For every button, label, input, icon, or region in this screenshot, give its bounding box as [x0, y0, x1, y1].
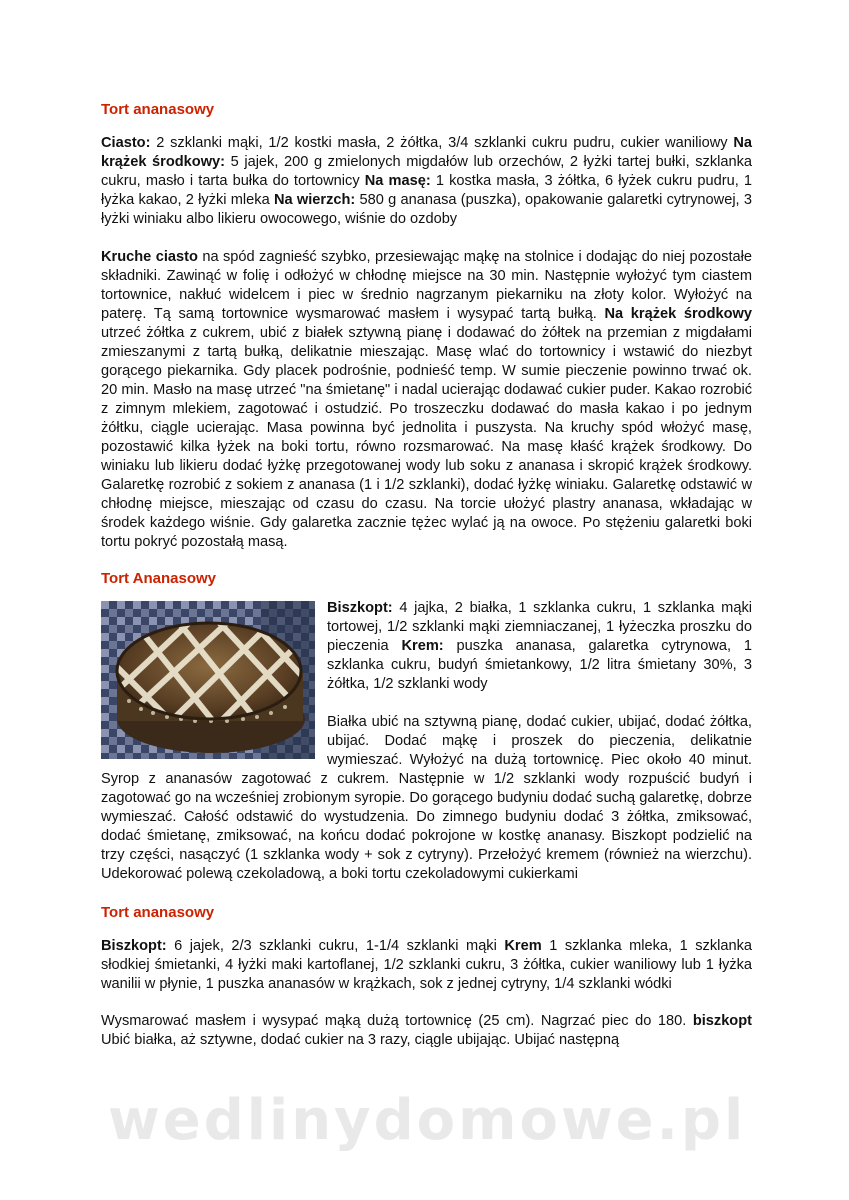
recipe-3-ingredients: Biszkopt: 6 jajek, 2/3 szklanki cukru, 1-1/4 szklanki mąki Krem 1 szklanka mleka, 1 szklanka słodkiej śmietanki, 4 łyżki maki kartoflanej, 1/2 szklanki cukru, 3 żółtka, cukier waniliowy lub 1 łyżka wanilii w płynie, 1 puszka ananasów w krążkach, sok z jednej cytryny, 1/4 szklanki wódki [101, 938, 753, 992]
recipe-2-method: Białka ubić na sztywną pianę, dodać cukier, ubijać, dodać żółtka, ubijać. Dodać mąkę i proszek do pieczenia, delikatnie wymieszać. Wyłożyć na dużą tortownicę. Piec około 40 minut. Syrop z ananasów zagotować z cukrem. Następnie w 1/2 szklanki wody rozpuścić budyń i zagotować go na wcześniej zrobionym syropie. Do gorącego budyniu dodać suchą galaretkę, dobrze wymieszać. Całość odstawić do wystudzenia. Do zimnego budyniu dodać 3 żółtka, zmiksować, dodać śmietanę, zmiksować, na końcu dodać pokrojone w kostkę ananasy. Biszkopt podzielić na trzy części, nasączyć (1 szklanka wody + sok z cytryny). Przełożyć kremem (również na wierzchu). Udekorować polewą czekoladową, a boki tortu czekoladowymi cukierkami [101, 714, 752, 882]
ingredient-label: Ciasto: [101, 135, 151, 151]
ingredient-label: Na masę: [364, 173, 431, 189]
ingredient-label: Na krążek środkowy: [101, 135, 752, 170]
recipe-1-ingredients: Ciasto: 2 szklanki mąki, 1/2 kostki masła, 2 żółtka, 3/4 szklanki cukru pudru, cukier waniliowy Na krążek środkowy: 5 jajek, 200 g zmielonych migdałów lub orzechów, 2 łyżki tartej bułki, szklanka cukru, masło i tarta bułka do tortownicy Na masę: 1 kostka masła, 3 żółtka, 6 łyżek cukru pudru, 1 łyżka kakao, 2 łyżki mleka Na wierzch: 580 g ananasa (puszka), opakowanie galaretki cytrynowej, 3 łyżki winiaku albo likieru owocowego, wiśnie do ozdoby [101, 135, 753, 227]
ingredient-label: Krem [504, 938, 542, 954]
recipe-1-title: Tort ananasowy [101, 101, 215, 118]
site-watermark: wedlinydomowe.pl [108, 1088, 747, 1153]
ingredient-label: Krem: [401, 638, 444, 654]
method-label: Kruche ciasto [101, 249, 198, 265]
ingredient-label: Biszkopt: [101, 938, 167, 954]
cake-image [101, 601, 315, 759]
document-page [101, 100, 752, 1050]
recipe-2-title: Tort Ananasowy [101, 570, 217, 587]
recipe-2-body [101, 599, 752, 884]
recipe-3-method: Wysmarować masłem i wysypać mąką dużą tortownicę (25 cm). Nagrzać piec do 180. biszkopt Ubić białka, aż sztywne, dodać cukier na 3 razy, ciągle ubijając. Ubijać następną [101, 1013, 752, 1048]
ingredient-label: Biszkopt: [327, 600, 393, 616]
recipe-3-title: Tort ananasowy [101, 904, 215, 921]
cake-photo [101, 601, 315, 759]
method-label: Na krążek środkowy [604, 306, 752, 322]
method-label: biszkopt [692, 1013, 752, 1029]
recipe-2-ingredients: Biszkopt: 4 jajka, 2 białka, 1 szklanka cukru, 1 szklanka mąki tortowej, 1/2 szklanki mąki ziemniaczanej, 1 łyżeczka proszku do pieczenia Krem: puszka ananasa, galaretka cytrynowa, 1 szklanka cukru, budyń śmietankowy, 1/2 litra śmietany 30%, 3 żółtka, 1/2 szklanki wody [327, 600, 753, 692]
ingredient-label: Na wierzch: [273, 192, 356, 208]
recipe-1-method: Kruche ciasto na spód zagnieść szybko, przesiewając mąkę na stolnice i dodając do niej pozostałe składniki. Zawinąć w folię i odłożyć w chłodnę miejsce na 30 min. Następnie wyłożyć tym ciastem tortownice, nakłuć widelcem i piec w średnio nagrzanym piekarniku na złoty kolor. Wyłożyć na paterę. Tą samą tortownice wysmarować masłem i wysypać tartą bułką. Na krążek środkowy utrzeć żółtka z cukrem, ubić z białek sztywną pianę i dodawać do żółtek na przemian z migdałami zmieszanymi z tartą bułką, delikatnie mieszając. Masę wlać do tortownicy i wstawić do niezbyt gorącego piekarnika. Gdy placek podrośnie, podnieść temp. W sumie pieczenie powinno trwać ok. 20 min. Masło na masę utrzeć "na śmietanę" i nadal ucierając dodawać cukier puder. Kakao rozrobić z zimnym mlekiem, zagotować i ostudzić. Po troszeczku dodawać do masła kakao i po jednym żółtku, ciągle ucierając. Masa powinna być jednolita i puszysta. Na kruchy spód włożyć masę, pozostawić kilka łyżek na boki tortu, równo rozsmarować. Na masę kłaść krążek środkowy. Do winiaku lub likieru dodać łyżkę przegotowanej wody lub soku z ananasa i skropić krążek środkowy. Galaretkę rozrobić z sokiem z ananasa (1 i 1/2 szklanki), dodać łyżkę winiaku. Galaretkę odstawić w chłodnę miejsce, mieszając od czasu do czasu. Na torcie ułożyć plastry ananasa, wkładając w środek każdego wiśnie. Gdy galaretka zacznie tężec wylać ją na owoce. Po stężeniu galaretki boki tortu pokryć pozostałą masą. [101, 249, 752, 550]
